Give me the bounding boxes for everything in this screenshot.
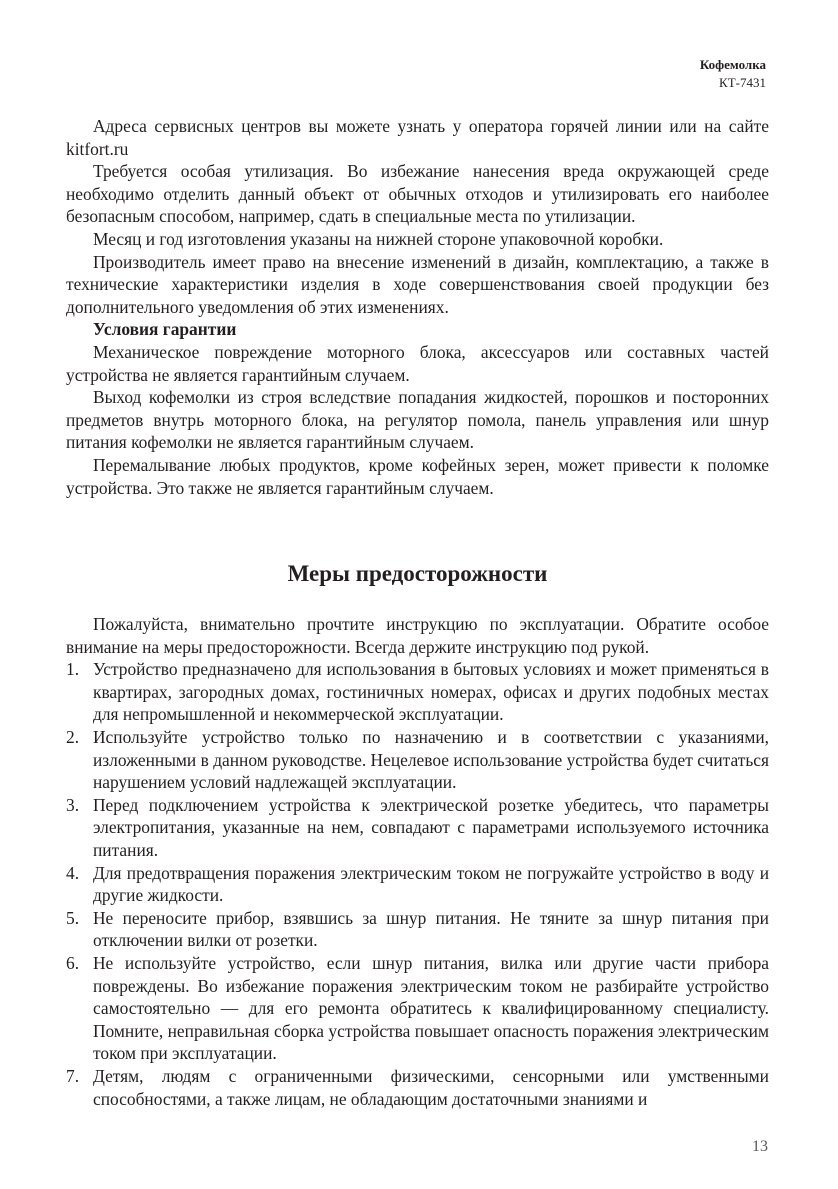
- running-header: [700, 56, 766, 92]
- warranty-paragraph: Механическое повреждение моторного блока, аксессуаров или составных частей устройства не является гарантийным случаем.: [66, 341, 769, 385]
- list-item: [66, 952, 769, 1065]
- list-item: [66, 862, 769, 907]
- service-paragraph: Производитель имеет право на внесение изменений в дизайн, комплектацию, а также в технические характеристики изделия в ходе совершенствования своей продукции без дополнительного уведомления об этих изменениях.: [66, 251, 769, 317]
- page-number: 13: [752, 1138, 768, 1155]
- list-item-text: Перед подключением устройства к электрической розетке убедитесь, что параметры электропитания, указанные на нем, совпадают с параметрами используемого источника питания.: [93, 794, 769, 861]
- service-paragraph: Месяц и год изготовления указаны на нижней стороне упаковочной коробки.: [93, 228, 664, 249]
- precautions-list: [66, 658, 769, 1110]
- header-product: Кофемолка: [699, 57, 766, 72]
- list-item-text: Используйте устройство только по назначению и в соответствии с указаниями, изложенными в данном руководстве. Нецелевое использование устройства будет считаться нарушением условий надлежащей эксплуатации.: [93, 727, 769, 793]
- list-item: [66, 907, 769, 952]
- list-item: [66, 794, 769, 862]
- list-item-text: Устройство предназначено для использования в бытовых условиях и может применяться в квартирах, загородных домах, гостиничных номерах, офисах и других подобных местах для непромышленной и некоммерческой эксплуатации.: [93, 659, 769, 725]
- list-item-number: 1.: [66, 659, 80, 680]
- list-item-number: 4.: [66, 862, 80, 883]
- warranty-paragraph: Перемалывание любых продуктов, кроме кофейных зерен, может привести к поломке устройства. Это также не является гарантийным случаем.: [66, 454, 769, 498]
- list-item-text: Не переносите прибор, взявшись за шнур питания. Не тяните за шнур питания при отключении вилки от розетки.: [93, 907, 769, 951]
- header-model: КТ-7431: [719, 75, 766, 90]
- page-content: [66, 115, 769, 1110]
- warranty-paragraph: Выход кофемолки из строя вследствие попадания жидкостей, порошков и посторонних предметов внутрь моторного блока, на регулятор помола, панель управления или шнур питания кофемолки не является гарантийным случаем.: [66, 387, 769, 453]
- list-item: [66, 1065, 769, 1110]
- section-title: Меры предосторожности: [287, 561, 548, 587]
- list-item: [66, 726, 769, 794]
- list-item-number: 2.: [66, 727, 80, 748]
- service-paragraph: Требуется особая утилизация. Во избежание нанесения вреда окружающей среде необходимо отделить данный объект от обычных отходов и утилизировать его наиболее безопасным способом, например, сдать в специальные места по утилизации.: [66, 161, 769, 227]
- warranty-heading: Условия гарантии: [93, 319, 237, 340]
- list-item-text: Для предотвращения поражения электрическим током не погружайте устройство в воду и другие жидкости.: [93, 862, 769, 906]
- list-item: [66, 658, 769, 726]
- list-item-number: 7.: [66, 1065, 80, 1086]
- list-item-number: 5.: [66, 907, 80, 928]
- service-paragraph: Адреса сервисных центров вы можете узнать у оператора горячей линии или на сайте kitfort.ru: [66, 116, 769, 159]
- list-item-text: Детям, людям с ограниченными физическими, сенсорными или умственными способностями, а также лицам, не обладающим достаточными знаниями и: [93, 1065, 769, 1109]
- list-item-number: 6.: [66, 953, 80, 973]
- list-item-text: Не используйте устройство, если шнур питания, вилка или другие части прибора повреждены. Во избежание поражения электрическим током не разбирайте устройство самостоятельно — для его ремонта обратитесь к квалифицированному специалисту. Помните, неправильная сборка устройства повышает опасность поражения электрическим током при эксплуатации.: [93, 953, 769, 1064]
- list-item-number: 3.: [66, 794, 80, 815]
- precautions-intro: Пожалуйста, внимательно прочтите инструкцию по эксплуатации. Обратите особое внимание на меры предосторожности. Всегда держите инструкцию под рукой.: [66, 614, 769, 657]
